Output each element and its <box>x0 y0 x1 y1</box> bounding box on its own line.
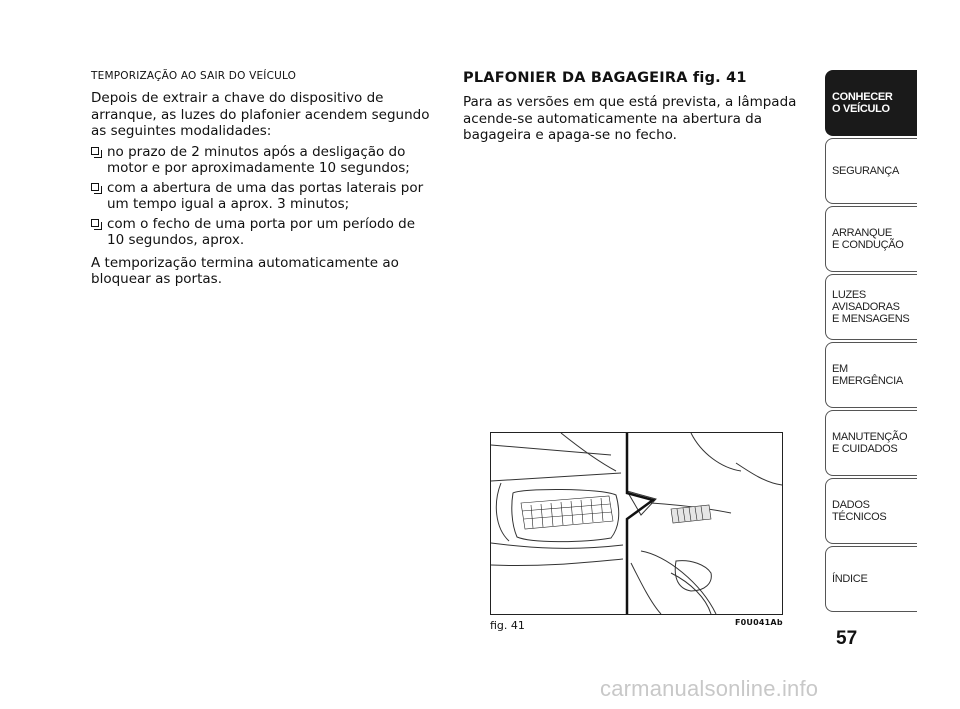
tab-arranque-e-conducao[interactable]: ARRANQUE E CONDUÇÃO <box>825 206 917 272</box>
figure-caption: fig. 41 <box>490 619 525 632</box>
intro-paragraph: Depois de extrair a chave do dispositivo de arranque, as luzes do plafonier acendem segundo as seguintes modalidades: <box>91 90 430 139</box>
section-title-plafonier: PLAFONIER DA BAGAGEIRA fig. 41 <box>463 70 747 86</box>
tab-seguranca[interactable]: SEGURANÇA <box>825 138 917 204</box>
closing-paragraph: A temporização termina automaticamente ao bloquear as portas. <box>91 254 399 287</box>
bullet-item <box>91 180 436 213</box>
plafonier-paragraph: Para as versões em que está prevista, a lâmpada acende-se automaticamente na abertura da bagageira e apaga-se no fecho. <box>463 94 797 143</box>
tab-conhecer-o-veiculo[interactable]: CONHECER O VEÍCULO <box>825 70 917 136</box>
figure-code: F0U041Ab <box>735 618 783 627</box>
checkbox-bullet-icon <box>91 147 99 155</box>
bullet-text: com o fecho de uma porta por um período de 10 segundos, aprox. <box>107 215 416 248</box>
bullet-text: com a abertura de uma das portas laterais por um tempo igual a aprox. 3 minutos; <box>107 179 424 212</box>
tab-luzes-avisadoras[interactable]: LUZES AVISADORAS E MENSAGENS <box>825 274 917 340</box>
tab-em-emergencia[interactable]: EM EMERGÊNCIA <box>825 342 917 408</box>
bullet-text: no prazo de 2 minutos após a desligação do motor e por aproximadamente 10 segundos; <box>107 143 410 176</box>
bullet-list <box>91 144 436 249</box>
figure-41-illustration <box>490 432 783 615</box>
tab-manutencao-e-cuidados[interactable]: MANUTENÇÃO E CUIDADOS <box>825 410 917 476</box>
bullet-item <box>91 216 436 249</box>
chapter-tabs <box>825 70 917 614</box>
section-heading-temporizacao: TEMPORIZAÇÃO AO SAIR DO VEÍCULO <box>91 70 297 82</box>
right-column <box>463 70 808 148</box>
checkbox-bullet-icon <box>91 219 99 227</box>
trunk-light-drawing <box>491 433 782 614</box>
tab-dados-tecnicos[interactable]: DADOS TÉCNICOS <box>825 478 917 544</box>
tab-indice[interactable]: ÍNDICE <box>825 546 917 612</box>
page-number: 57 <box>836 628 858 649</box>
left-column <box>91 70 436 292</box>
watermark: carmanualsonline.info <box>600 676 819 701</box>
checkbox-bullet-icon <box>91 183 99 191</box>
bullet-item <box>91 144 436 177</box>
